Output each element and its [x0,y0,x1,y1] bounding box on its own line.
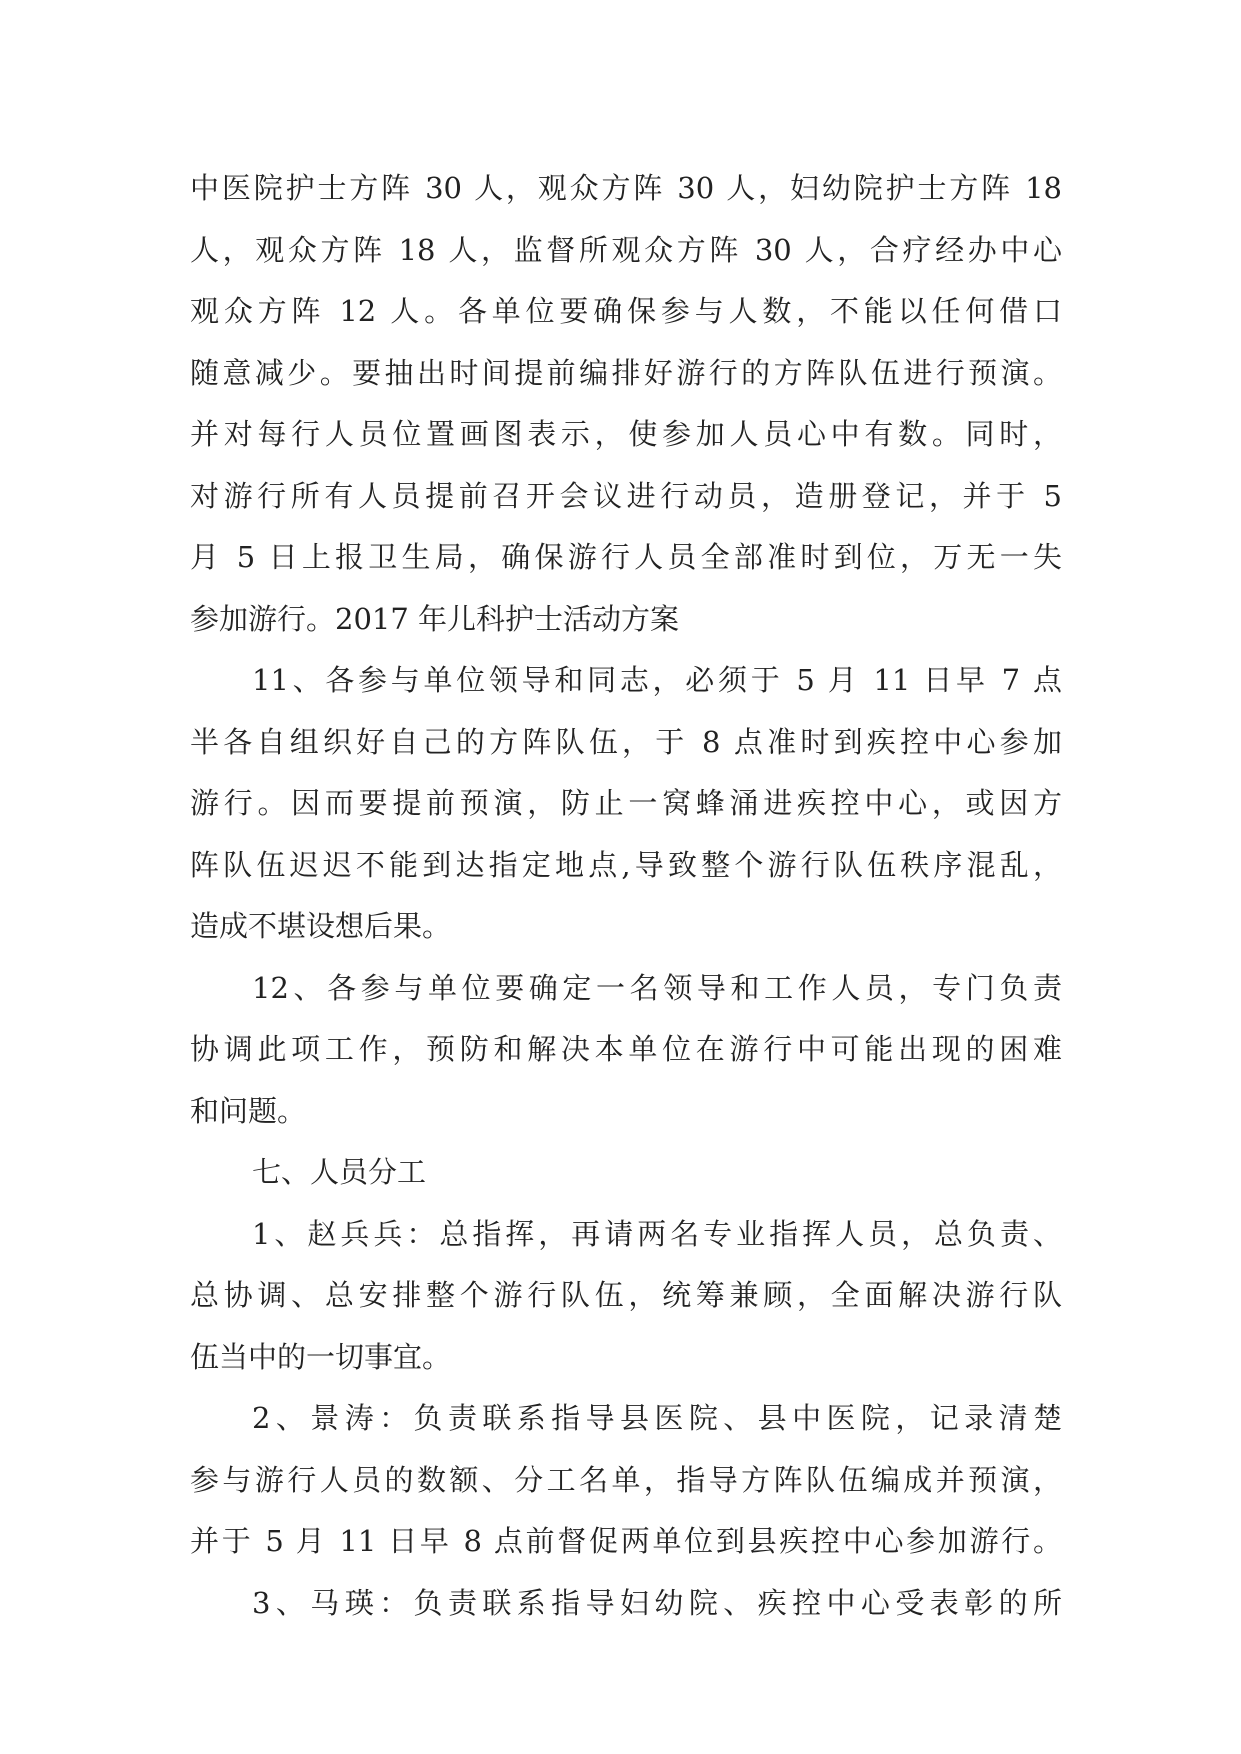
document-body [190,158,1062,1634]
paragraph-start-line: 3、马瑛：负责联系指导妇幼院、疾控中心受表彰的所 [252,1585,1062,1620]
text-line: 观众方阵 12 人。各单位要确保参与人数，不能以任何借口 [190,294,1062,328]
text-line: 游行。因而要提前预演，防止一窝蜂涌进疾控中心，或因方 [190,786,1062,820]
section-heading: 七、人员分工 [252,1155,427,1189]
text-line: 伍当中的一切事宜。 [190,1339,452,1374]
text-line: 对游行所有人员提前召开会议进行动员，造册登记，并于 5 [190,478,1062,513]
text-line: 总协调、总安排整个游行队伍，统筹兼顾，全面解决游行队 [190,1278,1062,1312]
text-line: 中医院护士方阵 30 人，观众方阵 30 人，妇幼院护士方阵 18 [190,171,1062,205]
paragraph-start-line: 2、景涛：负责联系指导县医院、县中医院，记录清楚 [252,1401,1062,1435]
text-line: 并对每行人员位置画图表示，使参加人员心中有数。同时， [190,417,1062,451]
text-line: 和问题。 [190,1093,307,1128]
text-line: 协调此项工作，预防和解决本单位在游行中可能出现的困难 [190,1032,1062,1066]
text-line: 阵队伍迟迟不能到达指定地点,导致整个游行队伍秩序混乱， [190,847,1062,882]
text-line: 半各自组织好自己的方阵队伍，于 8 点准时到疾控中心参加 [190,724,1062,759]
paragraph-start-line: 1、赵兵兵：总指挥，再请两名专业指挥人员，总负责、 [252,1216,1062,1251]
text-line: 参与游行人员的数额、分工名单，指导方阵队伍编成并预演， [190,1462,1062,1497]
text-line: 并于 5 月 11 日早 8 点前督促两单位到县疾控中心参加游行。 [190,1524,1062,1558]
text-line: 造成不堪设想后果。 [190,909,452,943]
text-line: 随意减少。要抽出时间提前编排好游行的方阵队伍进行预演。 [190,355,1062,390]
text-line: 月 5 日上报卫生局，确保游行人员全部准时到位，万无一失 [190,540,1062,574]
paragraph-start-line: 12、各参与单位要确定一名领导和工作人员，专门负责 [252,970,1062,1005]
text-line: 参加游行。2017 年儿科护士活动方案 [190,601,680,636]
text-line: 人，观众方阵 18 人，监督所观众方阵 30 人，合疗经办中心 [190,232,1062,267]
paragraph-start-line: 11、各参与单位领导和同志，必须于 5 月 11 日早 7 点 [252,663,1062,697]
